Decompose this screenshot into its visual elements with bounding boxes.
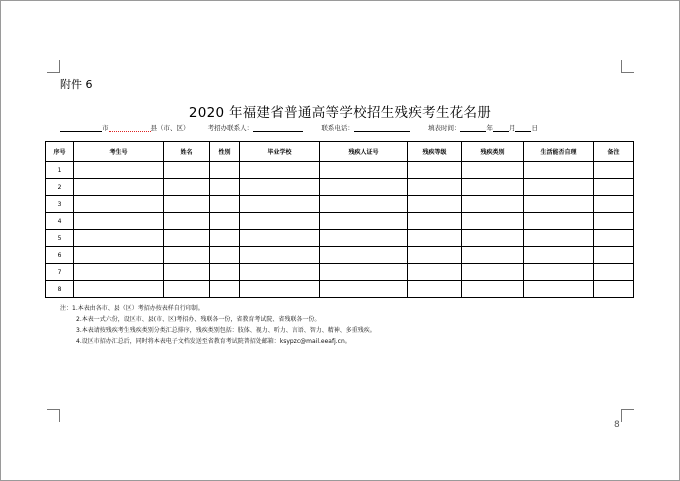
table-cell[interactable] xyxy=(594,247,634,264)
table-cell[interactable] xyxy=(594,179,634,196)
header-cell: 残疾类别 xyxy=(462,142,524,162)
table-cell[interactable] xyxy=(408,230,462,247)
phone-blank xyxy=(354,124,410,132)
day-label: 日 xyxy=(531,124,538,132)
table-cell[interactable] xyxy=(524,264,594,281)
table-row xyxy=(46,264,634,281)
table-cell[interactable] xyxy=(74,162,164,179)
table-row xyxy=(46,179,634,196)
county-suffix: 县（市、区） xyxy=(150,124,190,132)
table-row xyxy=(46,213,634,230)
crop-mark-bottom-right xyxy=(621,409,634,422)
table-cell[interactable] xyxy=(594,230,634,247)
header-cell: 备注 xyxy=(594,142,634,162)
row-index: 1 xyxy=(46,162,74,179)
table-cell[interactable] xyxy=(408,264,462,281)
page-number: 8 xyxy=(614,420,620,430)
table-row xyxy=(46,247,634,264)
table-cell[interactable] xyxy=(408,213,462,230)
table-cell[interactable] xyxy=(164,162,210,179)
table-cell[interactable] xyxy=(462,196,524,213)
note-item: 4.设区市招办汇总后，同时将本表电子文档发送至省教育考试院普招处邮箱：ksypzc@mail.eeafj.cn。 xyxy=(76,338,351,345)
table-cell[interactable] xyxy=(240,247,320,264)
header-cell: 序号 xyxy=(46,142,74,162)
table-cell[interactable] xyxy=(594,213,634,230)
table-cell[interactable] xyxy=(594,264,634,281)
note-line-1 xyxy=(60,303,376,314)
table-cell[interactable] xyxy=(408,162,462,179)
table-cell[interactable] xyxy=(210,213,240,230)
table-header-row xyxy=(46,142,634,162)
table-cell[interactable] xyxy=(164,230,210,247)
table-cell[interactable] xyxy=(408,179,462,196)
table-cell[interactable] xyxy=(524,247,594,264)
table-cell[interactable] xyxy=(74,230,164,247)
row-index: 3 xyxy=(46,196,74,213)
row-index: 8 xyxy=(46,281,74,298)
table-cell[interactable] xyxy=(408,281,462,298)
month-blank xyxy=(493,124,509,132)
table-cell[interactable] xyxy=(462,230,524,247)
table-cell[interactable] xyxy=(594,162,634,179)
document-title: 2020 年福建省普通高等学校招生残疾考生花名册 xyxy=(188,105,492,121)
table-cell[interactable] xyxy=(210,196,240,213)
header-cell: 姓名 xyxy=(164,142,210,162)
time-label: 填表时间： xyxy=(427,124,461,132)
table-cell[interactable] xyxy=(524,281,594,298)
table-cell[interactable] xyxy=(408,196,462,213)
table-cell[interactable] xyxy=(164,196,210,213)
table-cell[interactable] xyxy=(524,179,594,196)
county-blank xyxy=(109,124,151,132)
month-label: 月 xyxy=(508,124,516,132)
table-cell[interactable] xyxy=(524,213,594,230)
row-index: 5 xyxy=(46,230,74,247)
table-cell[interactable] xyxy=(240,264,320,281)
table-cell[interactable] xyxy=(210,230,240,247)
table-cell[interactable] xyxy=(320,230,408,247)
city-suffix: 市 xyxy=(102,124,109,132)
table-row xyxy=(46,281,634,298)
table-cell[interactable] xyxy=(320,281,408,298)
table-cell[interactable] xyxy=(524,162,594,179)
note-item: 1.本表由各市、县（区）考招办按表样自行印制。 xyxy=(72,305,204,312)
table-cell[interactable] xyxy=(320,179,408,196)
header-cell: 残疾等级 xyxy=(408,142,462,162)
table-cell[interactable] xyxy=(164,179,210,196)
table-cell[interactable] xyxy=(210,264,240,281)
table-cell[interactable] xyxy=(210,179,240,196)
table-cell[interactable] xyxy=(74,281,164,298)
table-cell[interactable] xyxy=(320,264,408,281)
table-cell[interactable] xyxy=(462,264,524,281)
row-index: 7 xyxy=(46,264,74,281)
row-index: 4 xyxy=(46,213,74,230)
table-cell[interactable] xyxy=(462,179,524,196)
header-cell: 考生号 xyxy=(74,142,164,162)
table-cell[interactable] xyxy=(240,230,320,247)
crop-mark-top-right xyxy=(621,60,634,73)
table-cell[interactable] xyxy=(164,247,210,264)
table-row xyxy=(46,230,634,247)
table-cell[interactable] xyxy=(210,281,240,298)
table-cell[interactable] xyxy=(74,196,164,213)
note-item: 3.本表请按残疾考生残疾类别分类汇总排序，残疾类别包括：肢体、视力、听力、言语、智力、精神、多重残疾。 xyxy=(76,327,376,334)
table-cell[interactable] xyxy=(210,162,240,179)
table-cell[interactable] xyxy=(74,179,164,196)
day-blank xyxy=(515,124,531,132)
roster-table xyxy=(45,141,634,298)
table-cell[interactable] xyxy=(240,196,320,213)
year-label: 年 xyxy=(486,124,493,132)
city-blank xyxy=(60,124,102,132)
row-index: 2 xyxy=(46,179,74,196)
crop-mark-top-left xyxy=(47,60,60,73)
table-cell[interactable] xyxy=(164,264,210,281)
notes-prefix: 注： xyxy=(60,305,73,312)
phone-label: 联系电话： xyxy=(321,124,354,132)
row-index: 6 xyxy=(46,247,74,264)
table-cell[interactable] xyxy=(240,179,320,196)
note-item: 2.本表一式六份，设区市、县(市、区)考招办、残联各一份，省教育考试院、省残联各一份。 xyxy=(76,316,321,323)
header-cell: 毕业学校 xyxy=(240,142,320,162)
crop-mark-bottom-left xyxy=(47,409,60,422)
header-cell: 残疾人证号 xyxy=(320,142,408,162)
table-cell[interactable] xyxy=(210,247,240,264)
attachment-label: 附件 6 xyxy=(60,78,93,91)
table-cell[interactable] xyxy=(462,162,524,179)
contact-label: 考招办联系人： xyxy=(207,124,254,132)
table-cell[interactable] xyxy=(240,162,320,179)
table-cell[interactable] xyxy=(320,213,408,230)
table-cell[interactable] xyxy=(240,213,320,230)
table-cell[interactable] xyxy=(74,264,164,281)
table-cell[interactable] xyxy=(74,213,164,230)
header-cell: 生活能否自理 xyxy=(524,142,594,162)
table-cell[interactable] xyxy=(462,213,524,230)
table-cell[interactable] xyxy=(594,281,634,298)
table-cell[interactable] xyxy=(320,247,408,264)
table-cell[interactable] xyxy=(320,196,408,213)
table-cell[interactable] xyxy=(240,281,320,298)
table-cell[interactable] xyxy=(524,230,594,247)
table-cell[interactable] xyxy=(594,196,634,213)
table-cell[interactable] xyxy=(524,196,594,213)
header-cell: 性别 xyxy=(210,142,240,162)
notes-block xyxy=(60,303,376,347)
table-cell[interactable] xyxy=(462,247,524,264)
table-cell[interactable] xyxy=(462,281,524,298)
table-row xyxy=(46,162,634,179)
table-cell[interactable] xyxy=(320,162,408,179)
table-cell[interactable] xyxy=(74,247,164,264)
year-blank xyxy=(460,124,486,132)
info-line xyxy=(60,123,620,132)
table-cell[interactable] xyxy=(408,247,462,264)
contact-blank xyxy=(253,124,303,132)
table-row xyxy=(46,196,634,213)
table-cell[interactable] xyxy=(164,281,210,298)
table-cell[interactable] xyxy=(164,213,210,230)
